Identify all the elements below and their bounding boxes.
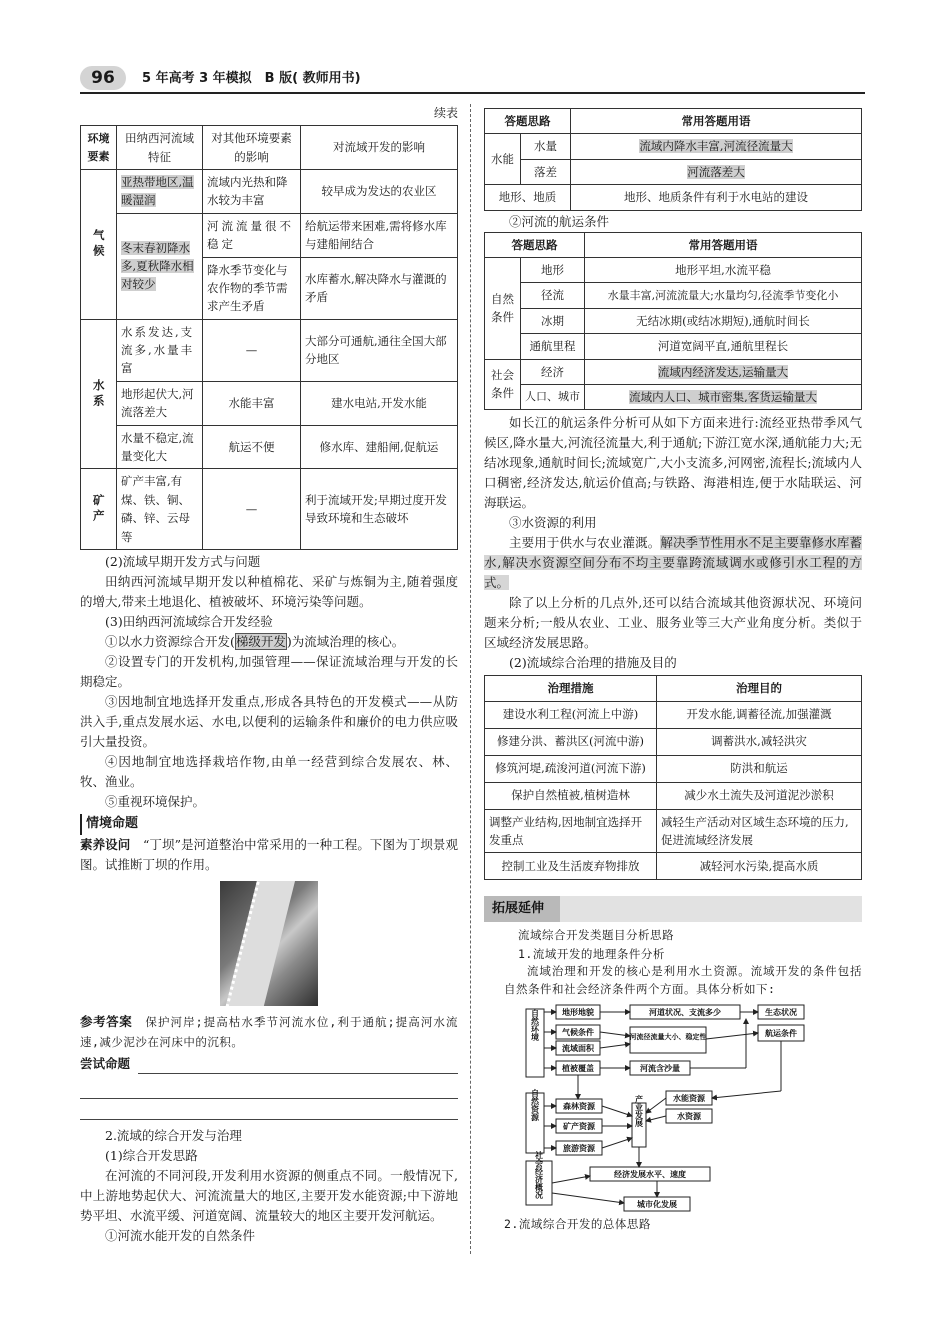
extension-paragraph: 流域治理和开发的核心是利用水土资源。流域开发的条件包括自然条件和社会经济条件两个方面。具体分析如下: <box>504 964 862 997</box>
answer-label: 参考答案 <box>80 1013 133 1029</box>
diagram-label: 产业发展 <box>634 1094 644 1127</box>
answer-text: 保护河岸;提高枯水季节河流水位,利于通航;提高河水流速,减少泥沙在河床中的沉积。 <box>80 1014 458 1049</box>
highlight-text: 亚热带地区,温暖湿润 <box>121 174 194 208</box>
table-row <box>81 381 458 425</box>
list-item <box>80 632 458 652</box>
table-cell <box>117 169 203 213</box>
highlight-text: 解决季节性用水不足主要靠修水库蓄水,解决水资源空间分布不均主要靠跨流域调水或修引水工程的方式。 <box>484 535 862 591</box>
diagram-label: 生态状况 <box>765 1007 797 1017</box>
question-paragraph <box>80 835 458 875</box>
table-cell: 地形平坦,水流平稳 <box>585 257 862 282</box>
table-cell: 自然条件 <box>485 257 521 359</box>
table-header-cell: 常用答题用语 <box>571 109 862 134</box>
table-cell: 河道宽阔平直,通航里程长 <box>585 334 862 359</box>
table-header-row <box>485 109 862 134</box>
text-span: )为流域治理的核心。 <box>286 634 405 649</box>
diagram-label: 城市化发展 <box>637 1199 677 1209</box>
table-row <box>485 283 862 308</box>
paragraph: 在河流的不同河段,开发利用水资源的侧重点不同。一般情况下,中上游地势起伏大、河流流量大的地区,主要开发水能资源;中下游地势平坦、水流平缓、河道宽阔、流量较大的地区主要开发河航运。 <box>80 1167 458 1223</box>
table-cell: 保护自然植被,植树造林 <box>485 782 657 809</box>
table-header-row <box>485 232 862 257</box>
paragraph: 如长江的航运条件分析可从如下方面来进行:流经亚热带季风气候区,降水量大,河流径流量大,利于通航;下游江宽水深,通航能力大;无结冰现象,通航时间长;流域宽广,大小支流多,河网密,流程长;流域内人口稠密,经济发达,航运价值高;与铁路、海港相连,便于水陆联运、河海联运。 <box>484 415 862 511</box>
table-cell: 减轻生产活动对区域生态环境的压力,促进流域经济发展 <box>657 809 862 853</box>
highlight-text: 流域内降水丰富,河流径流量大 <box>639 139 793 154</box>
table-cell: 减少水土流失及河道泥沙淤积 <box>657 782 862 809</box>
table-cell: 径流 <box>521 283 585 308</box>
groyne-photo <box>220 881 318 1006</box>
list-item: ④因地制宜地选择栽培作物,由单一经营到综合发展农、林、牧、渔业。 <box>80 754 458 789</box>
question-label: 素养设问 <box>80 836 131 852</box>
table-cell: 修建分洪、蓄洪区(河流中游) <box>485 728 657 755</box>
table-row <box>485 853 862 880</box>
table-cell: 航运不便 <box>203 425 301 469</box>
table-cell: 建水电站,开发水能 <box>301 381 458 425</box>
table-cell <box>571 159 862 184</box>
subheading: (2)流域早期开发方式与问题 <box>105 554 261 569</box>
table-cell: 人口、城市 <box>521 384 585 409</box>
subheading: ②河流的航运条件 <box>509 213 610 229</box>
table-header-cell: 答题思路 <box>485 232 585 257</box>
table-header-cell: 对其他环境要素的影响 <box>203 126 301 170</box>
hydropower-table <box>484 108 862 211</box>
table-cell: 社会条件 <box>485 359 521 410</box>
book-title: 5 年高考 3 年模拟 B 版( 教师用书) <box>142 71 361 86</box>
try-question-row <box>80 1054 458 1074</box>
diagram-label: 河道状况、支流多少 <box>649 1007 721 1017</box>
table-header-cell: 治理措施 <box>485 676 657 701</box>
blank-line <box>80 1099 458 1120</box>
table-header-cell: 对流域开发的影响 <box>301 126 458 170</box>
highlight-text: 流域内经济发达,运输量大 <box>657 364 789 379</box>
question-text: “丁坝”是河道整治中常采用的一种工程。下图为丁坝景观图。试推断丁坝的作用。 <box>80 836 458 872</box>
diagram-label: 森林资源 <box>563 1101 595 1111</box>
table-cell: 水量不稳定,流量变化大 <box>117 425 203 469</box>
diagram-label: 地形地貌 <box>562 1007 594 1017</box>
row-group-minerals: 矿产 <box>81 469 117 550</box>
blank-line <box>138 1055 458 1074</box>
page-number: 96 <box>80 66 126 90</box>
table-cell: 修筑河堤,疏浚河道(河流下游) <box>485 755 657 782</box>
table-cell: 利于流域开发;早期过度开发导致环境和生态破坏 <box>301 469 458 550</box>
table-cell: 减轻河水污染,提高水质 <box>657 853 862 880</box>
navigation-table <box>484 232 862 411</box>
diagram-label: 流域面积 <box>562 1043 594 1053</box>
river-shape <box>221 881 296 1006</box>
table-row <box>485 359 862 384</box>
table-cell: 给航运带来困难,需将修水库与建船闸结合 <box>301 213 458 257</box>
table-row <box>485 159 862 184</box>
table-cell: 控制工业及生活废弃物排放 <box>485 853 657 880</box>
table-cell: 防洪和航运 <box>657 755 862 782</box>
table-cell: 河流流量很不稳定 <box>203 213 301 257</box>
extension-banner <box>484 896 862 922</box>
table-cell: 通航里程 <box>521 334 585 359</box>
table-cell: 修水库、建船闸,促航运 <box>301 425 458 469</box>
diagram-label: 河流径流量大小、稳定性 <box>629 1032 707 1041</box>
subheading: (2)流域综合治理的措施及目的 <box>509 655 677 671</box>
diagram-arrow <box>602 1106 632 1116</box>
table-cell <box>571 134 862 159</box>
diagram-label: 水能资源 <box>673 1093 705 1103</box>
table-cell: 调蓄洪水,减轻洪灾 <box>657 728 862 755</box>
table-row <box>485 257 862 282</box>
row-group-climate: 气候 <box>81 169 117 319</box>
paragraph: 除了以上分析的几点外,还可以结合流域其他资源状况、环境问题来分析;一般从农业、工业、服务业等三大产业角度分析。类似于区域经济发展思路。 <box>484 595 862 651</box>
table-row <box>81 213 458 257</box>
extension-title: 拓展延伸 <box>484 896 560 922</box>
table-row <box>485 782 862 809</box>
diagram-arrow <box>552 1176 590 1183</box>
table-cell: 调整产业结构,因地制宜选择开发重点 <box>485 809 657 853</box>
table-cell: 水量丰富,河流流量大;水量均匀,径流季节变化小 <box>585 283 862 308</box>
diagram-label: 自然环境 <box>530 1008 540 1041</box>
table-cell: 经济 <box>521 359 585 384</box>
analysis-flow-diagram <box>504 1001 844 1215</box>
table-cell: 地形、地质条件有利于水电站的建设 <box>571 185 862 210</box>
diagram-arrow <box>706 1033 758 1039</box>
section-heading: 2.流域的综合开发与治理 <box>105 1127 242 1143</box>
table-cell: — <box>203 469 301 550</box>
highlight-text: 流域内人口、城市密集,客货运输量大 <box>629 389 817 404</box>
table-header-cell: 治理目的 <box>657 676 862 701</box>
right-column <box>484 108 862 1233</box>
table-header-cell: 田纳西河流域特征 <box>117 126 203 170</box>
table-cell: 建设水利工程(河流上中游) <box>485 701 657 728</box>
list-item: ⑤重视环境保护。 <box>105 794 206 809</box>
table-header-cell: 环境要素 <box>81 126 117 170</box>
table-row <box>485 728 862 755</box>
diagram-arrow <box>602 1138 632 1148</box>
diagram-arrow <box>646 1098 666 1113</box>
governance-table <box>484 675 862 880</box>
diagram-arrow <box>552 1193 624 1203</box>
table-cell: 地形起伏大,河流落差大 <box>117 381 203 425</box>
table-cell: — <box>203 319 301 381</box>
blank-line <box>80 1074 458 1099</box>
table-row <box>485 701 862 728</box>
table-row <box>485 334 862 359</box>
table-cell: 降水季节变化与农作物的季节需求产生矛盾 <box>203 257 301 319</box>
table-cell: 地形、地质 <box>485 185 571 210</box>
table-header-row <box>81 126 458 170</box>
table-row <box>485 185 862 210</box>
diagram-label: 社会经济概况 <box>534 1150 544 1199</box>
text-span: ①以水力资源综合开发( <box>105 634 235 649</box>
row-group-water: 水系 <box>81 319 117 469</box>
table-cell: 较早成为发达的农业区 <box>301 169 458 213</box>
diagram-label: 水资源 <box>677 1111 701 1121</box>
extension-subheading: 2.流域综合开发的总体思路 <box>504 1216 651 1231</box>
page-header <box>80 66 865 94</box>
extension-heading: 流域综合开发类题目分析思路 <box>518 928 674 943</box>
table-cell: 地形 <box>521 257 585 282</box>
diagram-label: 旅游资源 <box>563 1143 595 1153</box>
diagram-arrow <box>646 1116 666 1121</box>
paragraph <box>484 533 862 593</box>
table-row <box>81 169 458 213</box>
diagram-label: 经济发展水平、速度 <box>614 1169 686 1179</box>
diagram-arrow <box>600 1032 630 1036</box>
highlight-text: 河流落差大 <box>687 164 745 179</box>
diagram-arrow <box>600 1044 630 1048</box>
text-span: 主要用于供水与农业灌溉。 <box>509 535 661 551</box>
answer-paragraph <box>80 1012 458 1052</box>
table-cell: 大部分可通航,通往全国大部分地区 <box>301 319 458 381</box>
column-divider <box>470 104 471 1254</box>
table-cell: 矿产丰富,有煤、铁、铜、磷、锌、云母等 <box>117 469 203 550</box>
table-row <box>485 308 862 333</box>
table-cell <box>117 213 203 319</box>
table-continued-label: 续表 <box>433 106 458 120</box>
subheading: (1)综合开发思路 <box>105 1147 198 1163</box>
table-cell: 水系发达,支流多,水量丰富 <box>117 319 203 381</box>
table-row <box>81 425 458 469</box>
table-header-row <box>485 676 862 701</box>
diagram-label: 矿产资源 <box>563 1121 595 1131</box>
table-row <box>81 469 458 550</box>
subheading: ①河流水能开发的自然条件 <box>105 1227 256 1243</box>
list-item: ②设置专门的开发机构,加强管理——保证流域治理与开发的长期稳定。 <box>80 654 458 689</box>
table-cell <box>585 384 862 409</box>
diagram-label: 航运条件 <box>765 1028 797 1038</box>
table-header-cell: 常用答题用语 <box>585 232 862 257</box>
table-cell: 无结冰期(或结冰期短),通航时间长 <box>585 308 862 333</box>
table-cell: 水能 <box>485 134 521 185</box>
paragraph: 田纳西河流域早期开发以种植棉花、采矿与炼铜为主,随着强度的增大,带来土地退化、植被破坏、环境污染等问题。 <box>80 574 458 609</box>
list-item: ③因地制宜地选择开发重点,形成各具特色的开发模式——从防洪入手,重点发展水运、水电,以便利的运输条件和廉价的电力供应吸引大量投资。 <box>80 694 458 749</box>
table-cell <box>585 359 862 384</box>
diagram-label: 植被覆盖 <box>562 1063 594 1073</box>
section-label-scenario: 情境命题 <box>80 814 458 835</box>
table-cell: 开发水能,调蓄径流,加强灌溉 <box>657 701 862 728</box>
table-cell: 流域内光热和降水较为丰富 <box>203 169 301 213</box>
left-column <box>80 104 458 1246</box>
diagram-label: 河流含沙量 <box>640 1063 680 1073</box>
table-row <box>485 755 862 782</box>
diagram-label: 气候条件 <box>562 1027 594 1037</box>
table-row <box>485 809 862 853</box>
extension-body <box>484 922 862 1233</box>
try-question-label: 尝试命题 <box>80 1055 131 1071</box>
table-row <box>485 384 862 409</box>
subheading: (3)田纳西河流域综合开发经验 <box>105 614 273 629</box>
table-row <box>485 134 862 159</box>
tennessee-features-table <box>80 125 458 550</box>
subheading: ③水资源的利用 <box>509 515 597 531</box>
table-cell: 冰期 <box>521 308 585 333</box>
diagram-label: 自然资源 <box>530 1088 540 1121</box>
table-header-cell: 答题思路 <box>485 109 571 134</box>
extension-subheading: 1.流域开发的地理条件分析 <box>518 946 665 961</box>
table-cell: 水库蓄水,解决降水与灌溉的矛盾 <box>301 257 458 319</box>
table-cell: 水能丰富 <box>203 381 301 425</box>
table-cell: 水量 <box>521 134 571 159</box>
diagram-arrow <box>712 1091 781 1098</box>
highlight-text: 冬末春初降水多,夏秋降水相对较少 <box>121 240 194 292</box>
highlight-text: 梯级开发 <box>235 634 286 649</box>
table-cell: 落差 <box>521 159 571 184</box>
table-row <box>81 319 458 381</box>
